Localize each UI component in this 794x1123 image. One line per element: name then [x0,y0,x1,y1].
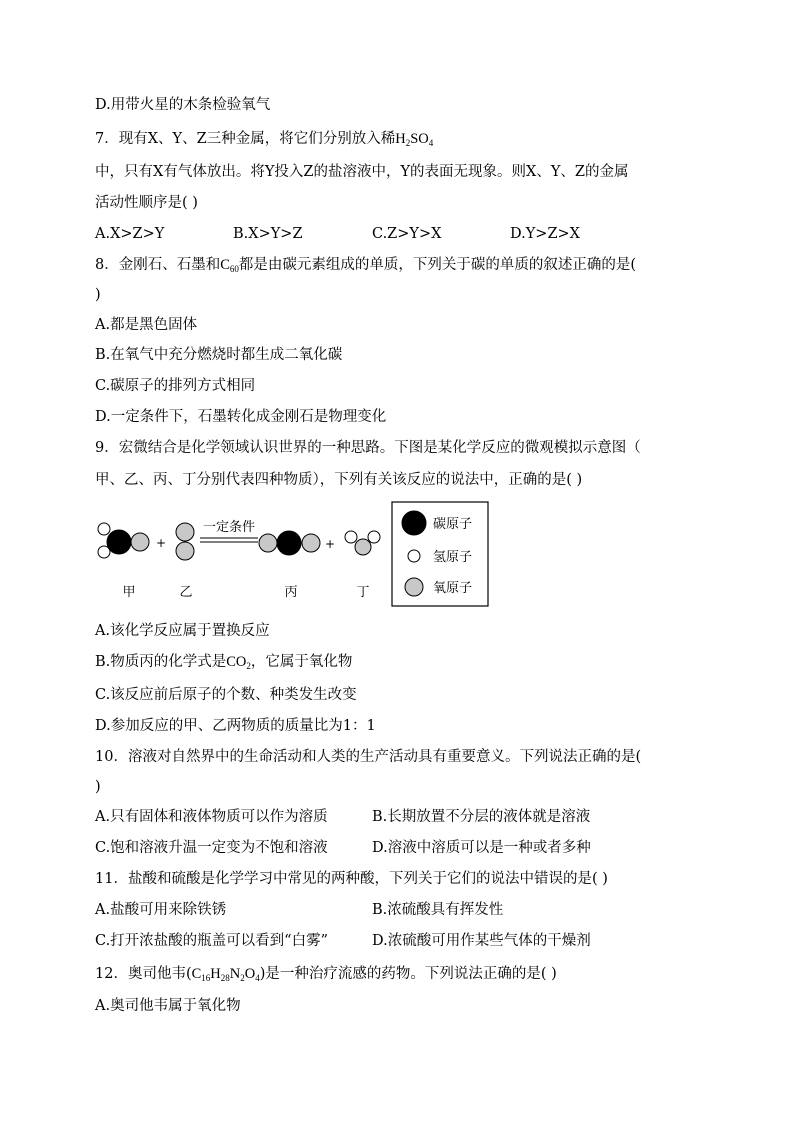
q8-stem-post: 都是由碳元素组成的单质，下列关于碳的单质的叙述正确的是( [238,257,637,273]
q6-option-d: D.用带火星的木条检验氧气 [95,97,271,113]
c-atom [107,530,131,554]
q10-option-b: B.长期放置不分层的液体就是溶液 [372,809,591,825]
label-bing: 丙 [284,585,298,600]
legend-oxygen-icon [405,578,423,596]
q9-option-b-post: ，它属于氧化物 [250,654,353,670]
legend-oxygen-label: 氧原子 [433,581,473,596]
q8-option-b: B.在氧气中充分燃烧时都生成二氧化碳 [95,347,343,363]
q12-option-a: A.奥司他韦属于氧化物 [95,998,241,1014]
legend-carbon-icon [402,511,426,535]
q10-close-paren: ) [95,779,101,795]
q9-option-c: C.该反应前后原子的个数、种类发生改变 [95,687,357,703]
o-atom [259,534,277,552]
q7-option-b: B.X>Y>Z [233,226,303,242]
q11-option-b: B.浓硫酸具有挥发性 [372,902,504,918]
h-atom [98,523,110,535]
q8-close-paren: ) [95,287,101,303]
q7-stem-line2: 中，只有X有气体放出。将Y投入Z的盐溶液中，Y的表面无现象。则X、Y、Z的金属 [95,164,629,180]
q11-option-a: A.盐酸可用来除铁锈 [95,902,227,918]
q7-option-a: A.X>Z>Y [95,226,165,242]
h-atom [345,531,357,543]
molecule-bing [259,531,320,555]
co2-formula: $CO_2$ [226,654,251,671]
q9-option-d: D.参加反应的甲、乙两物质的质量比为1：1 [95,718,376,734]
o-atom [131,533,149,551]
q10-option-c: C.饱和溶液升温一定变为不饱和溶液 [95,840,328,856]
q11-option-c: C.打开浓盐酸的瓶盖可以看到“白雾” [95,933,329,949]
q9-option-b-pre: B.物质丙的化学式是 [95,654,227,670]
legend-hydrogen-icon [408,550,420,562]
q11-option-d: D.浓硫酸可用作某些气体的干燥剂 [372,933,591,949]
plus-sign: + [155,536,167,550]
label-ding: 丁 [356,585,370,600]
o-atom [302,534,320,552]
q10-option-a: A.只有固体和液体物质可以作为溶质 [95,809,328,825]
h2so4-formula: $H_2SO_4$ [395,131,434,148]
molecule-yi [176,523,194,560]
q7-stem-text: 7．现有X、Y、Z三种金属，将它们分别放入稀 [95,131,396,147]
q8-option-a: A.都是黑色固体 [95,317,198,333]
molecule-jia [98,523,149,558]
q7-option-c: C.Z>Y>X [372,226,442,242]
legend-hydrogen-label: 氢原子 [433,550,473,565]
o-atom [176,523,194,541]
oseltamivir-formula: $C_{16}H_{28}N_2O_4$ [191,966,260,983]
h-atom [368,531,380,543]
q10-option-d: D.溶液中溶质可以是一种或者多种 [372,840,591,856]
plus-sign: + [324,537,336,551]
q8-option-c: C.碳原子的排列方式相同 [95,378,256,394]
q12-stem-post: )是一种治疗流感的药物。下列说法正确的是( ) [259,966,557,982]
q7-stem-line3: 活动性顺序是( ) [95,195,198,211]
q10-stem: 10．溶液对自然界中的生命活动和人类的生产活动具有重要意义。下列说法正确的是( [95,749,642,765]
label-yi: 乙 [179,585,193,600]
c60-formula: $C_{60}$ [220,257,239,274]
q8-option-d: D.一定条件下，石墨转化成金刚石是物理变化 [95,409,387,425]
c-atom [277,531,301,555]
q12-stem [95,964,557,984]
molecule-ding [345,531,380,555]
q9-stem-line1: 9．宏微结合是化学领域认识世界的一种思路。下图是某化学反应的微观模拟示意图（ [95,440,641,456]
q8-stem-pre: 8．金刚石、石墨和 [95,257,221,273]
reaction-condition: 一定条件 [202,520,256,535]
q7-option-d: D.Y>Z>X [510,226,580,242]
q9-option-a: A.该化学反应属于置换反应 [95,623,270,639]
q11-stem: 11．盐酸和硫酸是化学学习中常见的两种酸，下列关于它们的说法中错误的是( ) [95,871,608,887]
legend-carbon-label: 碳原子 [433,517,473,532]
o-atom [355,539,371,555]
o-atom [176,542,194,560]
legend [392,502,488,606]
label-jia: 甲 [122,585,136,600]
q9-stem-line2: 甲、乙、丙、丁分别代表四种物质），下列有关该反应的说法中，正确的是( ) [95,472,583,488]
q12-stem-pre: 12．奥司他韦( [95,966,192,982]
q9-option-b [95,652,352,672]
